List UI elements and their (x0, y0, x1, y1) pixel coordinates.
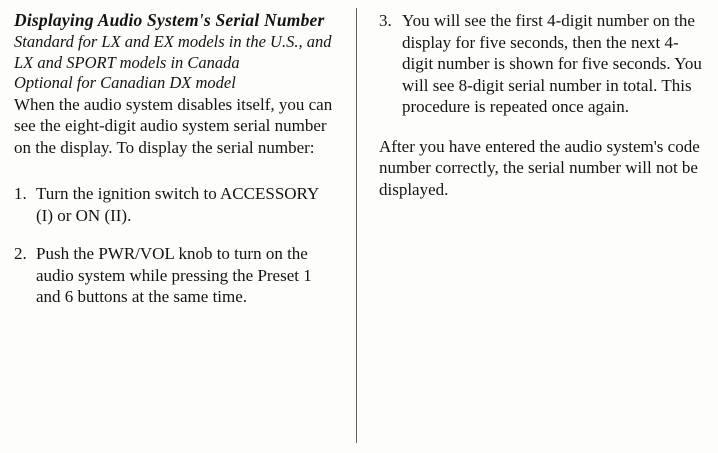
model-applicability-note: Standard for LX and EX models in the U.S., and LX and SPORT models in Canada (14, 32, 332, 72)
list-item (14, 183, 334, 226)
page-title: Displaying Audio System's Serial Number (14, 10, 325, 30)
optional-model-note: Optional for Canadian DX model (14, 73, 236, 92)
closing-paragraph: After you have entered the audio system's code number correctly, the serial number will not be displayed. (379, 136, 700, 199)
step-text: You will see the first 4-digit number on the display for five seconds, then the next 4-digit number is shown for five seconds. You will see 8-digit serial number in total. This procedure is repeated once again. (402, 11, 702, 116)
left-column (0, 0, 356, 453)
right-step-list (379, 10, 704, 118)
list-item (14, 243, 334, 308)
intro-paragraph: When the audio system disables itself, you can see the eight-digit audio system serial number on the display. To display the serial number: (14, 94, 333, 157)
step-number: 2. (14, 244, 27, 263)
right-spacer (379, 118, 704, 136)
step-text: Push the PWR/VOL knob to turn on the audio system while pressing the Preset 1 and 6 buttons at the same time. (36, 244, 312, 306)
list-item (379, 10, 704, 118)
step-number: 1. (14, 184, 27, 203)
right-column (357, 0, 718, 453)
left-spacer (14, 158, 334, 183)
step-text: Turn the ignition switch to ACCESSORY (I) or ON (II). (36, 184, 319, 225)
step-number: 3. (379, 11, 392, 30)
left-step-list (14, 183, 334, 308)
